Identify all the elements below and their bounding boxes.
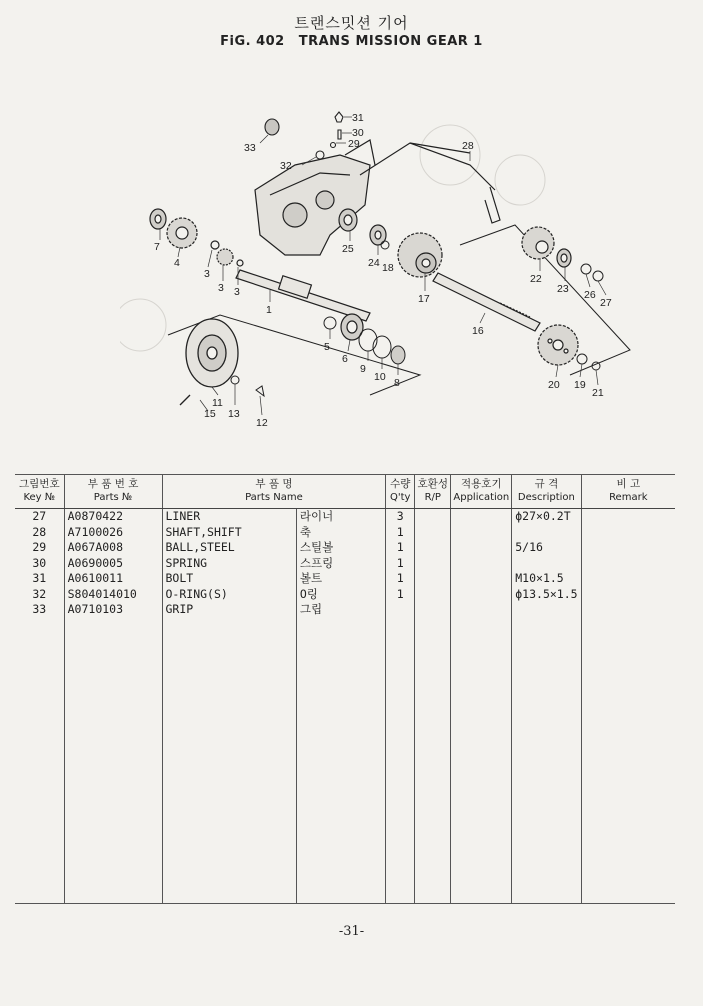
table-row: 27 A0870422 LINER 라이너 3 ϕ27×0.2T — [15, 509, 675, 525]
bearing-7 — [150, 209, 166, 229]
callout-12: 12 — [256, 417, 268, 429]
callout-33: 33 — [244, 142, 256, 154]
callout-13: 13 — [228, 408, 240, 420]
callout-11: 11 — [212, 397, 223, 409]
page-number: -31- — [338, 924, 365, 939]
callout-21: 21 — [592, 387, 604, 399]
table-empty-space — [15, 618, 675, 904]
exploded-view-diagram — [120, 95, 640, 435]
callout-4: 4 — [174, 257, 180, 269]
header-part-no: 부 품 번 호 Parts № — [64, 475, 162, 509]
bearing-24 — [370, 225, 386, 245]
ring-9 — [359, 329, 377, 351]
callout-2: 3 — [218, 282, 224, 294]
callout-18: 18 — [382, 262, 394, 274]
small-parts-top — [265, 112, 343, 159]
header-remark: 비 고 Remark — [581, 475, 675, 509]
header-qty: 수량 Q'ty — [386, 475, 415, 509]
washer-13 — [231, 376, 239, 384]
callout-6: 6 — [342, 353, 348, 365]
callout-28: 28 — [462, 140, 474, 152]
parts-table — [15, 474, 675, 904]
callout-3a: 3 — [204, 268, 210, 280]
header-parts-name: 부 품 명 Parts Name — [162, 475, 386, 509]
title-korean: 트랜스밋션 기어 — [294, 14, 409, 32]
liner-27 — [593, 271, 603, 281]
washer-19 — [577, 354, 587, 364]
callout-9: 9 — [360, 363, 366, 375]
callout-29: 29 — [348, 138, 360, 150]
gear-small-3 — [211, 241, 243, 266]
circlip-21 — [592, 362, 600, 370]
header-application: 적용호기 Application — [451, 475, 512, 509]
shaft-16 — [433, 273, 540, 331]
gear-20 — [538, 325, 578, 365]
washer-5 — [324, 317, 336, 329]
table-row: 28 A7100026 SHAFT,SHIFT 축 1 — [15, 525, 675, 541]
callout-24: 24 — [368, 257, 380, 269]
callout-27: 27 — [600, 297, 612, 309]
table-row: 29 A067A008 BALL,STEEL 스틸볼 1 5/16 — [15, 540, 675, 556]
callout-1: 1 — [266, 304, 272, 316]
callout-25: 25 — [342, 243, 354, 255]
key-12 — [256, 386, 264, 396]
shaft-1 — [236, 270, 370, 321]
washer-26 — [581, 264, 591, 274]
callout-8: 8 — [394, 377, 400, 389]
callout-7: 7 — [154, 241, 160, 253]
table-row: 33 A0710103 GRIP 그립 — [15, 602, 675, 618]
pulley-11 — [180, 319, 238, 405]
ring-10 — [373, 336, 391, 358]
callout-22: 22 — [530, 273, 542, 285]
parts-table-header — [15, 475, 675, 509]
table-row: 32 S804014010 O-RING(S) O링 1 ϕ13.5×1.5 — [15, 587, 675, 603]
figure-label: FiG. 402 — [220, 34, 285, 49]
callout-23: 23 — [557, 283, 569, 295]
gear-4 — [167, 218, 197, 248]
header-rp: 호환성 R/P — [415, 475, 451, 509]
header-key: 그림번호 Key № — [15, 475, 64, 509]
callout-32: 32 — [280, 160, 292, 172]
bearing-25 — [339, 209, 357, 231]
callout-16: 16 — [472, 325, 484, 337]
bush-8 — [391, 346, 405, 364]
callout-26: 26 — [584, 289, 596, 301]
callout-5: 5 — [324, 341, 330, 353]
bearing-23 — [557, 249, 571, 267]
header-description: 규 격 Description — [512, 475, 581, 509]
callout-10: 10 — [374, 371, 386, 383]
title-english-line — [0, 34, 703, 49]
callout-31: 31 — [352, 112, 364, 124]
callout-3b: 3 — [234, 286, 240, 298]
callout-19: 19 — [574, 379, 586, 391]
callout-15: 15 — [204, 408, 216, 420]
figure-title: TRANS MISSION GEAR 1 — [298, 34, 483, 49]
gear-17 — [398, 233, 442, 277]
table-row: 30 A0690005 SPRING 스프링 1 — [15, 556, 675, 572]
callout-20: 20 — [548, 379, 560, 391]
table-row: 31 A0610011 BOLT 볼트 1 M10×1.5 — [15, 571, 675, 587]
shift-shaft — [360, 143, 500, 223]
callout-17: 17 — [418, 293, 430, 305]
callout-30: 30 — [352, 127, 364, 139]
washer-18 — [381, 241, 389, 249]
gear-22 — [522, 227, 554, 259]
